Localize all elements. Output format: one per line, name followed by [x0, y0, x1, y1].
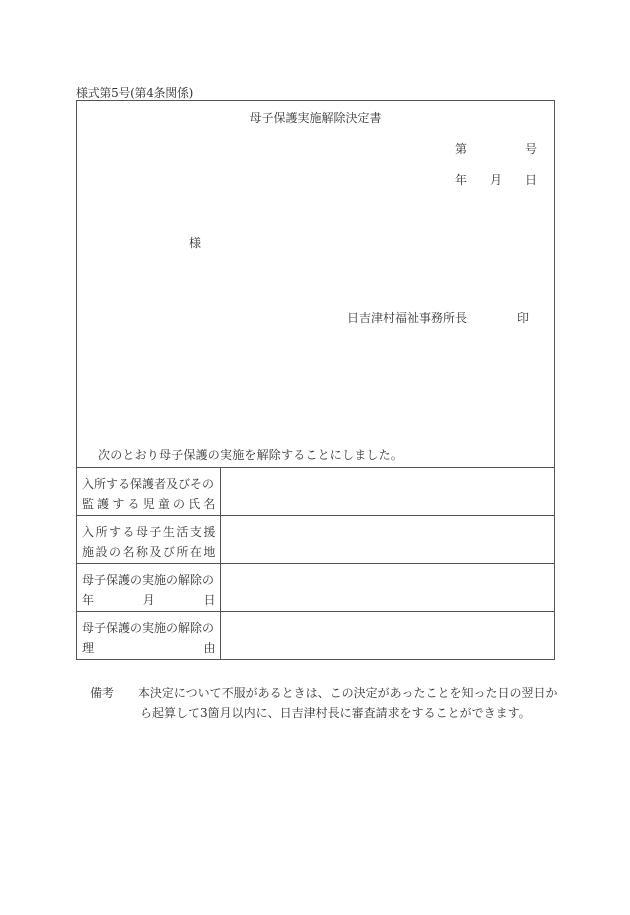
intro-statement: 次のとおり母子保護の実施を解除することにしました。	[98, 448, 404, 462]
row-value-termination-reason[interactable]	[220, 612, 555, 660]
label-line: 入 所 す る 母 子 生 活 支 援	[82, 524, 216, 539]
remarks-note	[90, 683, 557, 723]
table-row	[76, 468, 555, 516]
remarks-line	[90, 683, 557, 703]
table-row	[76, 564, 555, 612]
label-line: 母子保護の実施の解除の	[82, 572, 215, 587]
row-value-facility[interactable]	[220, 516, 555, 564]
document-title: 母子保護実施解除決定書	[249, 111, 382, 125]
row-label-termination-date	[76, 564, 220, 612]
remarks-label: 備考	[90, 686, 115, 700]
label-line: 母子保護の実施の解除の	[82, 620, 215, 635]
document-number-row	[455, 140, 537, 157]
form-identifier: 様式第5号(第4条関係)	[76, 86, 194, 100]
decision-form-box	[76, 100, 555, 660]
number-suffix: 号	[524, 142, 537, 156]
label-line: 監 護 す る 児 童 の 氏 名	[82, 496, 216, 511]
label-line: 施 設 の 名 称 及 び 所 在 地	[82, 544, 216, 559]
row-label-guardian-child	[76, 468, 220, 516]
remarks-text-line2: ら起算して3箇月以内に、日吉津村長に審査請求をすることができます。	[140, 706, 531, 720]
remarks-text-line1: 本決定について不服があるときは、この決定があったことを知った日の翌日か	[137, 686, 558, 700]
seal-mark: 印	[517, 311, 530, 325]
number-prefix: 第	[455, 142, 468, 156]
row-label-termination-reason	[76, 612, 220, 660]
label-line: 理 由	[82, 640, 216, 655]
sender-block	[347, 309, 529, 326]
date-month: 月	[489, 173, 502, 187]
date-year: 年	[455, 173, 468, 187]
addressee-honorific: 様	[189, 236, 202, 250]
row-label-facility	[76, 516, 220, 564]
sender-name: 日吉津村福祉事務所長	[347, 311, 468, 325]
label-line: 入所する保護者及びその	[82, 476, 215, 491]
label-line: 年 月 日	[82, 592, 216, 607]
details-table	[76, 467, 555, 660]
document-date-row	[455, 171, 537, 188]
row-value-guardian-child[interactable]	[220, 468, 555, 516]
table-row	[76, 612, 555, 660]
date-day: 日	[524, 173, 537, 187]
row-value-termination-date[interactable]	[220, 564, 555, 612]
table-row	[76, 516, 555, 564]
